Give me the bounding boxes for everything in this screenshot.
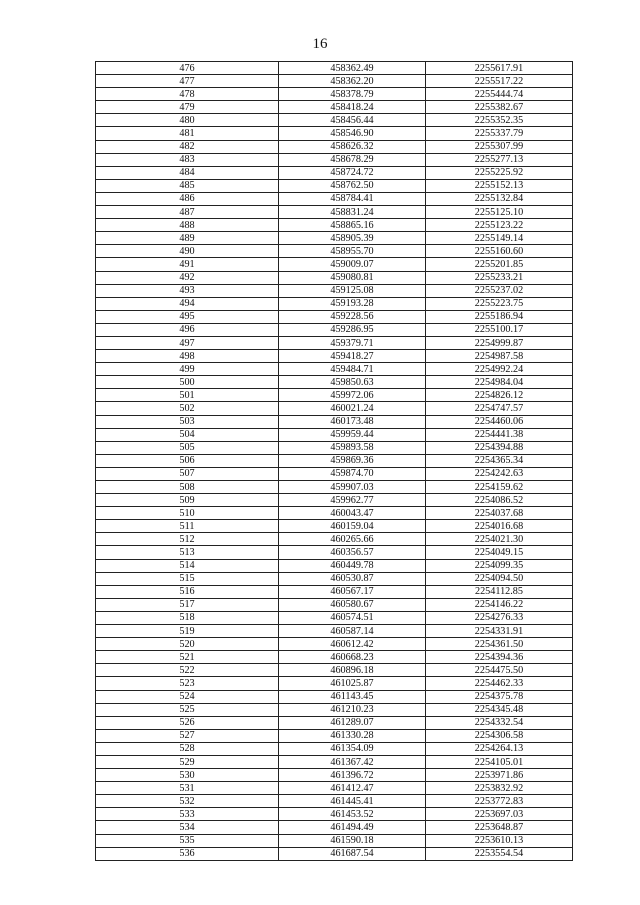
point-number-cell: 493 — [96, 284, 279, 297]
x-coordinate-cell: 460021.24 — [279, 402, 426, 415]
point-number-cell: 489 — [96, 232, 279, 245]
y-coordinate-cell: 2253610.13 — [426, 834, 573, 847]
y-coordinate-cell: 2254999.87 — [426, 336, 573, 349]
y-coordinate-cell: 2255223.75 — [426, 297, 573, 310]
table-row — [96, 703, 573, 716]
coordinates-table-body — [96, 62, 573, 861]
point-number-cell: 492 — [96, 271, 279, 284]
table-row — [96, 192, 573, 205]
y-coordinate-cell: 2254361.50 — [426, 638, 573, 651]
table-row — [96, 795, 573, 808]
point-number-cell: 495 — [96, 310, 279, 323]
y-coordinate-cell: 2254306.58 — [426, 729, 573, 742]
x-coordinate-cell: 458418.24 — [279, 101, 426, 114]
x-coordinate-cell: 459893.58 — [279, 441, 426, 454]
table-row — [96, 232, 573, 245]
table-row — [96, 271, 573, 284]
y-coordinate-cell: 2255233.21 — [426, 271, 573, 284]
table-row — [96, 140, 573, 153]
table-row — [96, 533, 573, 546]
y-coordinate-cell: 2254086.52 — [426, 494, 573, 507]
page-number: 16 — [312, 36, 328, 52]
table-row — [96, 520, 573, 533]
point-number-cell: 504 — [96, 428, 279, 441]
point-number-cell: 496 — [96, 323, 279, 336]
x-coordinate-cell: 461143.45 — [279, 690, 426, 703]
table-row — [96, 389, 573, 402]
table-row — [96, 402, 573, 415]
table-row — [96, 651, 573, 664]
point-number-cell: 505 — [96, 441, 279, 454]
table-row — [96, 729, 573, 742]
x-coordinate-cell: 461590.18 — [279, 834, 426, 847]
point-number-cell: 494 — [96, 297, 279, 310]
point-number-cell: 532 — [96, 795, 279, 808]
table-row — [96, 310, 573, 323]
y-coordinate-cell: 2254375.78 — [426, 690, 573, 703]
x-coordinate-cell: 459962.77 — [279, 494, 426, 507]
y-coordinate-cell: 2254016.68 — [426, 520, 573, 533]
table-row — [96, 598, 573, 611]
y-coordinate-cell: 2254394.88 — [426, 441, 573, 454]
point-number-cell: 529 — [96, 755, 279, 768]
y-coordinate-cell: 2255152.13 — [426, 179, 573, 192]
table-row — [96, 127, 573, 140]
table-row — [96, 769, 573, 782]
y-coordinate-cell: 2255517.22 — [426, 75, 573, 88]
y-coordinate-cell: 2255125.10 — [426, 206, 573, 219]
x-coordinate-cell: 459228.56 — [279, 310, 426, 323]
x-coordinate-cell: 459869.36 — [279, 454, 426, 467]
table-row — [96, 690, 573, 703]
point-number-cell: 525 — [96, 703, 279, 716]
table-row — [96, 585, 573, 598]
y-coordinate-cell: 2254094.50 — [426, 572, 573, 585]
x-coordinate-cell: 461289.07 — [279, 716, 426, 729]
y-coordinate-cell: 2254099.35 — [426, 559, 573, 572]
y-coordinate-cell: 2255337.79 — [426, 127, 573, 140]
x-coordinate-cell: 461210.23 — [279, 703, 426, 716]
y-coordinate-cell: 2253971.86 — [426, 769, 573, 782]
table-row — [96, 336, 573, 349]
table-row — [96, 206, 573, 219]
x-coordinate-cell: 460580.67 — [279, 598, 426, 611]
point-number-cell: 517 — [96, 598, 279, 611]
table-row — [96, 507, 573, 520]
table-row — [96, 415, 573, 428]
point-number-cell: 534 — [96, 821, 279, 834]
y-coordinate-cell: 2255444.74 — [426, 88, 573, 101]
point-number-cell: 479 — [96, 101, 279, 114]
y-coordinate-cell: 2254992.24 — [426, 363, 573, 376]
point-number-cell: 526 — [96, 716, 279, 729]
table-row — [96, 755, 573, 768]
x-coordinate-cell: 461025.87 — [279, 677, 426, 690]
table-row — [96, 75, 573, 88]
table-row — [96, 219, 573, 232]
table-row — [96, 625, 573, 638]
table-row — [96, 179, 573, 192]
y-coordinate-cell: 2254394.36 — [426, 651, 573, 664]
x-coordinate-cell: 460668.23 — [279, 651, 426, 664]
x-coordinate-cell: 460449.78 — [279, 559, 426, 572]
point-number-cell: 530 — [96, 769, 279, 782]
point-number-cell: 482 — [96, 140, 279, 153]
table-row — [96, 782, 573, 795]
y-coordinate-cell: 2253832.92 — [426, 782, 573, 795]
x-coordinate-cell: 459484.71 — [279, 363, 426, 376]
x-coordinate-cell: 458762.50 — [279, 179, 426, 192]
table-row — [96, 664, 573, 677]
point-number-cell: 520 — [96, 638, 279, 651]
x-coordinate-cell: 460574.51 — [279, 611, 426, 624]
point-number-cell: 490 — [96, 245, 279, 258]
table-row — [96, 559, 573, 572]
x-coordinate-cell: 460173.48 — [279, 415, 426, 428]
x-coordinate-cell: 459009.07 — [279, 258, 426, 271]
point-number-cell: 499 — [96, 363, 279, 376]
table-row — [96, 114, 573, 127]
table-row — [96, 808, 573, 821]
point-number-cell: 477 — [96, 75, 279, 88]
x-coordinate-cell: 458546.90 — [279, 127, 426, 140]
point-number-cell: 518 — [96, 611, 279, 624]
point-number-cell: 501 — [96, 389, 279, 402]
table-row — [96, 572, 573, 585]
point-number-cell: 503 — [96, 415, 279, 428]
point-number-cell: 506 — [96, 454, 279, 467]
y-coordinate-cell: 2255617.91 — [426, 62, 573, 75]
y-coordinate-cell: 2255160.60 — [426, 245, 573, 258]
point-number-cell: 533 — [96, 808, 279, 821]
x-coordinate-cell: 461396.72 — [279, 769, 426, 782]
point-number-cell: 510 — [96, 507, 279, 520]
x-coordinate-cell: 458724.72 — [279, 166, 426, 179]
x-coordinate-cell: 461453.52 — [279, 808, 426, 821]
y-coordinate-cell: 2254242.63 — [426, 467, 573, 480]
table-row — [96, 428, 573, 441]
point-number-cell: 491 — [96, 258, 279, 271]
y-coordinate-cell: 2255352.35 — [426, 114, 573, 127]
table-row — [96, 297, 573, 310]
point-number-cell: 524 — [96, 690, 279, 703]
y-coordinate-cell: 2255132.84 — [426, 192, 573, 205]
y-coordinate-cell: 2255201.85 — [426, 258, 573, 271]
x-coordinate-cell: 459418.27 — [279, 350, 426, 363]
x-coordinate-cell: 458626.32 — [279, 140, 426, 153]
table-row — [96, 62, 573, 75]
table-row — [96, 481, 573, 494]
table-row — [96, 245, 573, 258]
table-row — [96, 88, 573, 101]
point-number-cell: 513 — [96, 546, 279, 559]
table-row — [96, 821, 573, 834]
y-coordinate-cell: 2254984.04 — [426, 376, 573, 389]
x-coordinate-cell: 461687.54 — [279, 847, 426, 860]
point-number-cell: 514 — [96, 559, 279, 572]
x-coordinate-cell: 461354.09 — [279, 742, 426, 755]
table-row — [96, 166, 573, 179]
point-number-cell: 515 — [96, 572, 279, 585]
x-coordinate-cell: 458362.20 — [279, 75, 426, 88]
y-coordinate-cell: 2255186.94 — [426, 310, 573, 323]
x-coordinate-cell: 459080.81 — [279, 271, 426, 284]
x-coordinate-cell: 459193.28 — [279, 297, 426, 310]
x-coordinate-cell: 459907.03 — [279, 481, 426, 494]
table-row — [96, 638, 573, 651]
table-row — [96, 847, 573, 860]
x-coordinate-cell: 458378.79 — [279, 88, 426, 101]
x-coordinate-cell: 458955.70 — [279, 245, 426, 258]
point-number-cell: 502 — [96, 402, 279, 415]
y-coordinate-cell: 2253554.54 — [426, 847, 573, 860]
point-number-cell: 511 — [96, 520, 279, 533]
x-coordinate-cell: 461367.42 — [279, 755, 426, 768]
y-coordinate-cell: 2255225.92 — [426, 166, 573, 179]
x-coordinate-cell: 461445.41 — [279, 795, 426, 808]
x-coordinate-cell: 460587.14 — [279, 625, 426, 638]
x-coordinate-cell: 460043.47 — [279, 507, 426, 520]
x-coordinate-cell: 458905.39 — [279, 232, 426, 245]
point-number-cell: 516 — [96, 585, 279, 598]
y-coordinate-cell: 2254365.34 — [426, 454, 573, 467]
table-row — [96, 677, 573, 690]
table-row — [96, 611, 573, 624]
point-number-cell: 478 — [96, 88, 279, 101]
x-coordinate-cell: 460356.57 — [279, 546, 426, 559]
x-coordinate-cell: 461330.28 — [279, 729, 426, 742]
y-coordinate-cell: 2254276.33 — [426, 611, 573, 624]
x-coordinate-cell: 459125.08 — [279, 284, 426, 297]
y-coordinate-cell: 2255123.22 — [426, 219, 573, 232]
x-coordinate-cell: 458456.44 — [279, 114, 426, 127]
y-coordinate-cell: 2254747.57 — [426, 402, 573, 415]
table-row — [96, 323, 573, 336]
y-coordinate-cell: 2254345.48 — [426, 703, 573, 716]
x-coordinate-cell: 460612.42 — [279, 638, 426, 651]
point-number-cell: 488 — [96, 219, 279, 232]
y-coordinate-cell: 2254331.91 — [426, 625, 573, 638]
point-number-cell: 523 — [96, 677, 279, 690]
y-coordinate-cell: 2254112.85 — [426, 585, 573, 598]
y-coordinate-cell: 2254441.38 — [426, 428, 573, 441]
point-number-cell: 485 — [96, 179, 279, 192]
point-number-cell: 528 — [96, 742, 279, 755]
point-number-cell: 521 — [96, 651, 279, 664]
x-coordinate-cell: 458865.16 — [279, 219, 426, 232]
y-coordinate-cell: 2254264.13 — [426, 742, 573, 755]
table-row — [96, 546, 573, 559]
point-number-cell: 512 — [96, 533, 279, 546]
table-row — [96, 742, 573, 755]
point-number-cell: 527 — [96, 729, 279, 742]
x-coordinate-cell: 459379.71 — [279, 336, 426, 349]
x-coordinate-cell: 459972.06 — [279, 389, 426, 402]
table-row — [96, 258, 573, 271]
point-number-cell: 480 — [96, 114, 279, 127]
point-number-cell: 535 — [96, 834, 279, 847]
x-coordinate-cell: 459286.95 — [279, 323, 426, 336]
table-row — [96, 363, 573, 376]
y-coordinate-cell: 2254049.15 — [426, 546, 573, 559]
table-row — [96, 467, 573, 480]
point-number-cell: 531 — [96, 782, 279, 795]
y-coordinate-cell: 2255149.14 — [426, 232, 573, 245]
y-coordinate-cell: 2255277.13 — [426, 153, 573, 166]
x-coordinate-cell: 460530.87 — [279, 572, 426, 585]
y-coordinate-cell: 2254146.22 — [426, 598, 573, 611]
point-number-cell: 508 — [96, 481, 279, 494]
y-coordinate-cell: 2255100.17 — [426, 323, 573, 336]
table-row — [96, 454, 573, 467]
x-coordinate-cell: 458678.29 — [279, 153, 426, 166]
y-coordinate-cell: 2254159.62 — [426, 481, 573, 494]
x-coordinate-cell: 461494.49 — [279, 821, 426, 834]
y-coordinate-cell: 2254332.54 — [426, 716, 573, 729]
x-coordinate-cell: 458362.49 — [279, 62, 426, 75]
y-coordinate-cell: 2255307.99 — [426, 140, 573, 153]
y-coordinate-cell: 2255237.02 — [426, 284, 573, 297]
table-row — [96, 716, 573, 729]
y-coordinate-cell: 2254987.58 — [426, 350, 573, 363]
table-row — [96, 284, 573, 297]
y-coordinate-cell: 2254037.68 — [426, 507, 573, 520]
point-number-cell: 476 — [96, 62, 279, 75]
point-number-cell: 497 — [96, 336, 279, 349]
x-coordinate-cell: 458784.41 — [279, 192, 426, 205]
point-number-cell: 481 — [96, 127, 279, 140]
table-row — [96, 441, 573, 454]
table-row — [96, 834, 573, 847]
x-coordinate-cell: 458831.24 — [279, 206, 426, 219]
y-coordinate-cell: 2254105.01 — [426, 755, 573, 768]
point-number-cell: 507 — [96, 467, 279, 480]
y-coordinate-cell: 2255382.67 — [426, 101, 573, 114]
x-coordinate-cell: 461412.47 — [279, 782, 426, 795]
point-number-cell: 519 — [96, 625, 279, 638]
coordinates-table — [95, 61, 573, 861]
y-coordinate-cell: 2254021.30 — [426, 533, 573, 546]
x-coordinate-cell: 459874.70 — [279, 467, 426, 480]
y-coordinate-cell: 2254475.50 — [426, 664, 573, 677]
point-number-cell: 500 — [96, 376, 279, 389]
y-coordinate-cell: 2253697.03 — [426, 808, 573, 821]
point-number-cell: 486 — [96, 192, 279, 205]
point-number-cell: 509 — [96, 494, 279, 507]
x-coordinate-cell: 459850.63 — [279, 376, 426, 389]
x-coordinate-cell: 460265.66 — [279, 533, 426, 546]
point-number-cell: 522 — [96, 664, 279, 677]
point-number-cell: 498 — [96, 350, 279, 363]
table-row — [96, 153, 573, 166]
point-number-cell: 483 — [96, 153, 279, 166]
y-coordinate-cell: 2254462.33 — [426, 677, 573, 690]
table-row — [96, 350, 573, 363]
x-coordinate-cell: 460896.18 — [279, 664, 426, 677]
point-number-cell: 487 — [96, 206, 279, 219]
y-coordinate-cell: 2254460.06 — [426, 415, 573, 428]
table-row — [96, 101, 573, 114]
point-number-cell: 536 — [96, 847, 279, 860]
x-coordinate-cell: 460567.17 — [279, 585, 426, 598]
y-coordinate-cell: 2253648.87 — [426, 821, 573, 834]
x-coordinate-cell: 459959.44 — [279, 428, 426, 441]
table-row — [96, 494, 573, 507]
table-row — [96, 376, 573, 389]
point-number-cell: 484 — [96, 166, 279, 179]
x-coordinate-cell: 460159.04 — [279, 520, 426, 533]
y-coordinate-cell: 2253772.83 — [426, 795, 573, 808]
y-coordinate-cell: 2254826.12 — [426, 389, 573, 402]
